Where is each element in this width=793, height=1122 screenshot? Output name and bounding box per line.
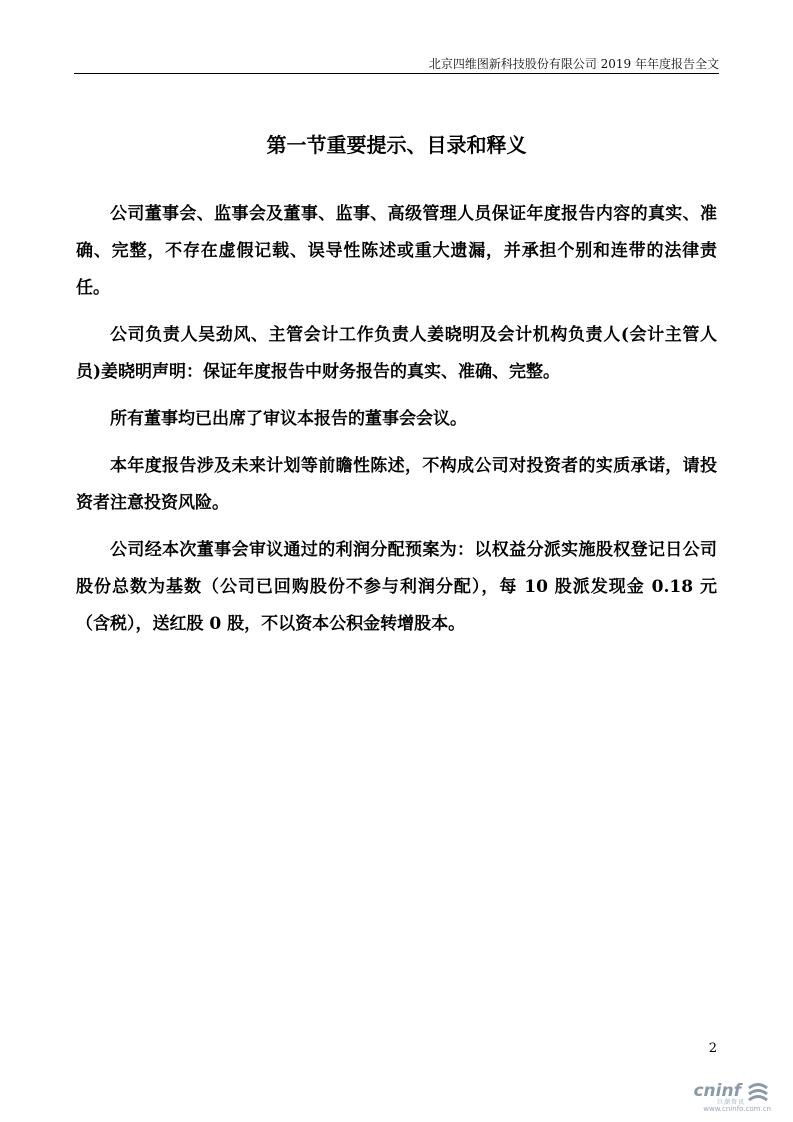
- paragraph-board-attendance: 所有董事均已出席了审议本报告的董事会会议。: [110, 409, 467, 429]
- header-divider: [74, 73, 719, 74]
- cninfo-logo-icon: [745, 1082, 771, 1102]
- cninfo-watermark: [661, 1082, 771, 1112]
- paragraph-forward-looking-risk: 本年度报告涉及未来计划等前瞻性陈述，不构成公司对投资者的实质承诺，请投资者注意投资风险。: [76, 456, 717, 513]
- watermark-brand: cninf: [693, 1081, 741, 1101]
- paragraph-responsibility-statement: 公司董事会、监事会及董事、监事、高级管理人员保证年度报告内容的真实、准确、完整，不存在虚假记载、误导性陈述或重大遗漏，并承担个别和连带的法律责任。: [76, 204, 717, 298]
- running-header: 北京四维图新科技股份有限公司 2019 年年度报告全文: [428, 57, 719, 71]
- paragraph-financial-statement-declaration: 公司负责人吴劲风、主管会计工作负责人姜晓明及会计机构负责人(会计主管人员)姜晓明声明：保证年度报告中财务报告的真实、准确、完整。: [76, 325, 717, 382]
- body-text: [76, 196, 717, 653]
- page-number: 2: [708, 1041, 717, 1056]
- section-title: 第一节重要提示、目录和释义: [266, 133, 527, 157]
- paragraph-profit-distribution: 公司经本次董事会审议通过的利润分配预案为：以权益分派实施股权登记日公司股份总数为基数（公司已回购股份不参与利润分配），每 10 股派发现金 0.18 元（含税），送红股 0 股，不以资本公积金转增股本。: [76, 540, 717, 634]
- watermark-brand-cn: 巨潮资讯: [716, 1099, 745, 1106]
- watermark-url: www.cninfo.com.cn: [703, 1105, 771, 1113]
